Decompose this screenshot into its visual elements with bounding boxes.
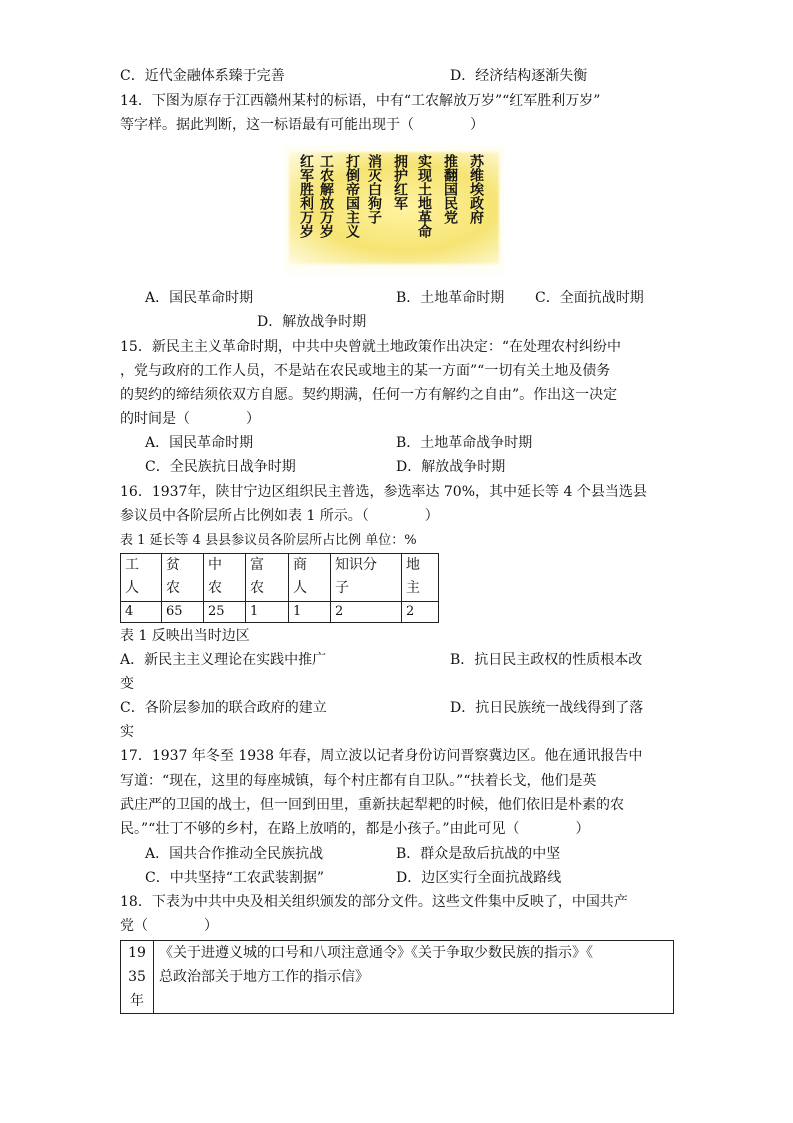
table-header-cell: 富 农 [246, 554, 289, 602]
q16-option-b-line2: 变 [120, 676, 134, 692]
q17-option-b: B．群众是敌后抗战的中坚 [396, 846, 561, 862]
documents-cell [154, 941, 674, 1014]
q15-option-d: D．解放战争时期 [396, 459, 506, 475]
table-header-cell: 知识分 子 [331, 554, 402, 602]
table-header-cell: 商 人 [289, 554, 331, 602]
q14-option-c: C．全面抗战时期 [535, 290, 644, 306]
q14-option-b: B．土地革命时期 [396, 290, 505, 306]
documents-line2: 总政治部关于地方工作的指示信》 [159, 969, 369, 985]
table-header-cell: 中 农 [204, 554, 246, 602]
q16-stem-line1: 16．1937年，陕甘宁边区组织民主普选，参选率达 70%，其中延长等 4 个县当选县 [120, 484, 647, 500]
q16-option-b-line1: B．抗日民主政权的性质根本改 [450, 652, 643, 668]
q15-stem-line3: 的契约的缔结须依双方自愿。契约期满，任何一方有解约之自由”。作出这一决定 [120, 387, 618, 403]
q16-after-table: 表 1 反映出当时边区 [120, 628, 250, 644]
q16-option-d-line1: D．抗日民族统一战线得到了落 [450, 700, 644, 716]
table-value-cell: 2 [402, 602, 439, 623]
q16-table [120, 553, 439, 623]
year-cell: 19 35 年 [121, 941, 154, 1014]
q15-option-b: B．土地革命战争时期 [396, 435, 533, 451]
q17-option-c: C．中共坚持“工农武装割据” [145, 870, 325, 886]
q17-stem-line2: 写道：“现在，这里的每座城镇，每个村庄都有自卫队。”“扶着长戈，他们是英 [120, 773, 597, 789]
q18-stem-line1: 18．下表为中共中央及相关组织颁发的部分文件。这些文件集中反映了，中国共产 [120, 894, 628, 910]
q18-table [120, 940, 674, 1014]
slogan-photo: 红军胜利万岁 工农解放万岁 打倒帝国主义 消灭白狗子 拥护红军 实现土地革命 推翻国民党 苏维埃政府 [283, 146, 505, 274]
table-value-cell: 1 [246, 602, 289, 623]
q13-option-c: C．近代金融体系臻于完善 [120, 68, 285, 84]
q15-stem-line4: 的时间是（ ） [120, 411, 260, 427]
q18-stem-line2: 党（ ） [120, 918, 218, 934]
documents-line1: 《关于进遵义城的口号和八项注意通令》《关于争取少数民族的指示》《 [159, 945, 593, 961]
q16-stem-line2: 参议员中各阶层所占比例如表 1 所示。（ ） [120, 508, 439, 524]
q17-stem-line1: 17．1937 年冬至 1938 年春，周立波以记者身份访问晋察冀边区。他在通讯报告中 [120, 748, 643, 764]
q14-stem-line1: 14．下图为原存于江西赣州某村的标语，中有“工农解放万岁”“红军胜利万岁” [120, 93, 601, 109]
q17-option-d: D．边区实行全面抗战路线 [396, 870, 562, 886]
table-value-cell: 25 [204, 602, 246, 623]
q13-option-d: D．经济结构逐渐失衡 [450, 68, 588, 84]
table-value-cell: 65 [162, 602, 204, 623]
q14-option-d: D．解放战争时期 [257, 314, 367, 330]
table-value-cell: 2 [331, 602, 402, 623]
q14-option-a: A．国民革命时期 [145, 290, 254, 306]
q17-stem-line3: 武庄严的卫国的战士，但一回到田里，重新扶起犁耙的时候，他们依旧是朴素的农 [120, 797, 624, 813]
q16-option-a: A．新民主主义理论在实践中推广 [120, 652, 327, 668]
table-value-cell: 1 [289, 602, 331, 623]
table-header-cell: 工 人 [121, 554, 162, 602]
q15-option-c: C．全民族抗日战争时期 [145, 459, 296, 475]
table-header-cell: 贫 农 [162, 554, 204, 602]
q15-option-a: A．国民革命时期 [145, 435, 254, 451]
q16-option-d-line2: 实 [120, 724, 134, 740]
q17-stem-line4: 民。”“壮丁不够的乡村，在路上放哨的，都是小孩子。”由此可见（ ） [120, 821, 590, 837]
table-header-cell: 地 主 [402, 554, 439, 602]
q15-stem-line2: ，党与政府的工作人员，不是站在农民或地主的某一方面”“一切有关土地及债务 [120, 363, 611, 379]
q14-stem-line2: 等字样。据此判断，这一标语最有可能出现于（ ） [120, 117, 484, 133]
q16-option-c: C．各阶层参加的联合政府的建立 [120, 700, 327, 716]
q15-stem-line1: 15．新民主主义革命时期，中共中央曾就土地政策作出决定：“在处理农村纠纷中 [120, 339, 621, 355]
q16-table-caption: 表 1 延长等 4 县县参议员各阶层所占比例 单位：% [120, 533, 417, 548]
q17-option-a: A．国共合作推动全民族抗战 [145, 846, 324, 862]
table-value-cell: 4 [121, 602, 162, 623]
